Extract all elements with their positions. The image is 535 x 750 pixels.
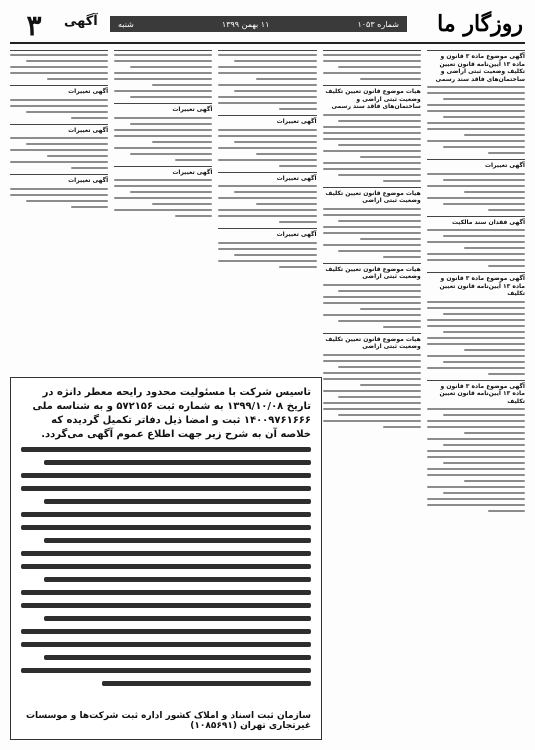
notice-title: هیات موضوع قانون تعیین تکلیف وضعیت ثبتی اراضی: [325, 335, 421, 350]
notice: [323, 85, 421, 183]
notice-title: آگهی تغییرات: [68, 126, 109, 134]
notice: [323, 50, 421, 81]
notice: [114, 50, 212, 99]
notice: [323, 333, 421, 429]
notice: [218, 115, 316, 168]
notice: [114, 103, 212, 162]
notice: [10, 174, 108, 209]
company-registration-notice: [10, 377, 322, 740]
date-bar: [110, 16, 407, 32]
column-2: [323, 50, 421, 740]
notice: [323, 263, 421, 329]
notice-title: هیات موضوع قانون تعیین تکلیف وضعیت ثبتی اراضی و ساختمان‌های فاقد سند رسمی: [325, 88, 421, 110]
weekday: شنبه: [118, 19, 134, 29]
notice: [114, 166, 212, 219]
notice-title: هیات موضوع قانون تعیین تکلیف وضعیت ثبتی اراضی: [325, 265, 421, 280]
notice: [10, 50, 108, 81]
notice-title: آگهی تغییرات: [172, 168, 213, 176]
notice: [427, 272, 525, 376]
section-label: آگهی: [64, 14, 98, 29]
notice-title: آگهی موضوع ماده ۳ قانون و ماده ۱۳ آیین‌نامه قانون تعیین تکلیف: [439, 382, 525, 405]
masthead: [10, 8, 525, 44]
notice-issuer: سازمان ثبت اسناد و املاک کشور اداره ثبت شرکت‌ها و موسسات غیرتجاری تهران (۱۰۸۵۶۹۱): [25, 711, 311, 731]
issue-number: شماره ۱۰۵۳: [357, 19, 399, 29]
notice: [218, 50, 316, 111]
notice-title: آگهی تغییرات: [68, 177, 109, 184]
notice-title: آگهی فقدان سند مالکیت: [451, 218, 525, 226]
newspaper-logo: روزگار ما: [437, 11, 523, 37]
page-number: ۳: [26, 8, 42, 42]
notice: [323, 187, 421, 259]
notice: [427, 216, 525, 269]
notice-title: آگهی تغییرات: [68, 88, 109, 95]
notice-title: آگهی تغییرات: [276, 174, 317, 182]
notice: [427, 380, 525, 514]
notice-title: آگهی تغییرات: [276, 118, 317, 125]
notice: [10, 85, 108, 120]
column-1: [427, 50, 525, 740]
notice: [10, 124, 108, 171]
notice: [218, 228, 316, 269]
notice-title: هیات موضوع قانون تعیین تکلیف وضعیت ثبتی اراضی: [325, 189, 421, 204]
notice-title: آگهی تغییرات: [484, 162, 525, 169]
notice: [218, 172, 316, 225]
notice-title: آگهی موضوع ماده ۳ قانون و ماده ۱۳ آیین‌نامه قانون تعیین تکلیف: [439, 275, 525, 297]
notice-title: آگهی تغییرات: [172, 106, 213, 113]
notice: [427, 159, 525, 212]
notice: [427, 50, 525, 155]
notice-title: آگهی موضوع ماده ۳ قانون و ماده ۱۳ آیین‌نامه قانون تعیین تکلیف وضعیت ثبتی اراضی و ساختمان‌های فاقد سند رسمی: [435, 53, 525, 83]
notice-title: آگهی تغییرات: [276, 231, 317, 238]
publish-date: ۱۱ بهمن ۱۳۹۹: [221, 19, 270, 29]
notice-lead: تاسیس شرکت با مسئولیت محدود رایحه معطر دانژه در تاریخ ۱۳۹۹/۱۰/۰۸ به شماره ثبت ۵۷۲۱۵۶ و به شناسه ملی ۱۴۰۰۹۷۶۱۶۶۶ ثبت و امضا ذیل دفاتر تکمیل گردیده که خلاصه آن به شرح زیر جهت اطلاع عموم آگهی می‌گردد.: [32, 387, 311, 440]
